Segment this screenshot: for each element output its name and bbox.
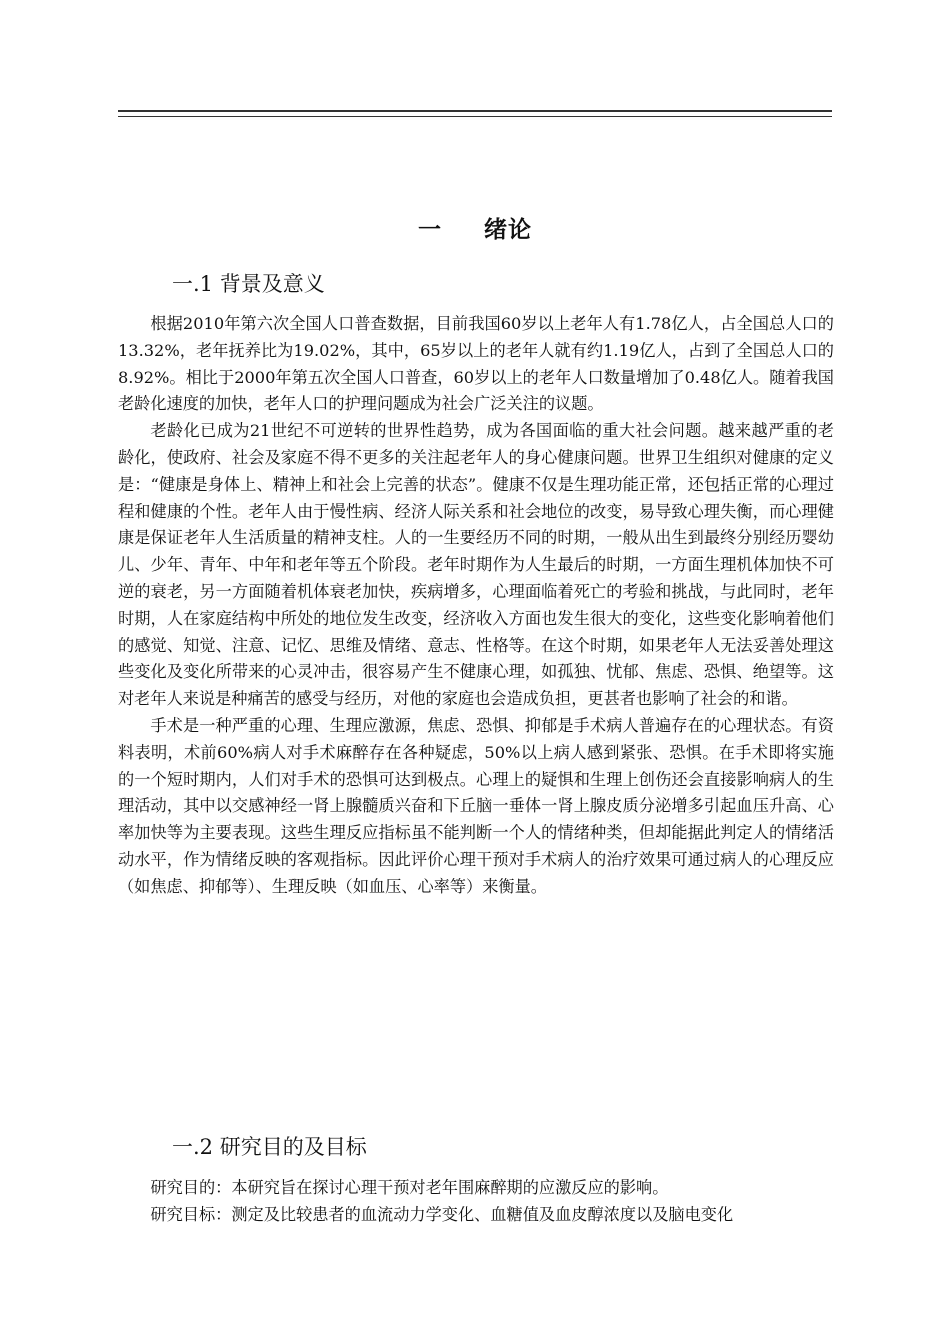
chapter-number: 一 — [418, 216, 442, 244]
chapter-title — [118, 211, 832, 244]
paragraph-census: 根据2010年第六次全国人口普查数据，目前我国60岁以上老年人有1.78亿人，占全国总人口的13.32%，老年抚养比为19.02%，其中，65岁以上的老年人就有约1.19亿人，占到了全国总人口的8.92%。相比于2000年第五次全国人口普查，60岁以上的老年人口数量增加了0.48亿人。随着我国老龄化速度的加快，老年人口的护理问题成为社会广泛关注的议题。 — [118, 314, 834, 414]
section-body-objectives — [118, 1175, 834, 1229]
paragraph-surgery-stress: 手术是一种严重的心理、生理应激源，焦虑、恐惧、抑郁是手术病人普遍存在的心理状态。有资料表明，术前60%病人对手术麻醉存在各种疑虑，50%以上病人感到紧张、恐惧。在手术即将实施的一个短时期内，人们对手术的恐惧可达到极点。心理上的疑惧和生理上创伤还会直接影响病人的生理活动，其中以交感神经一肾上腺髓质兴奋和下丘脑一垂体一肾上腺皮质分泌增多引起血压升高、心率加快等为主要表现。这些生理反应指标虽不能判断一个人的情绪种类，但却能据此判定人的情绪活动水平，作为情绪反映的客观指标。因此评价心理干预对手术病人的治疗效果可通过病人的心理反应（如焦虑、抑郁等）、生理反映（如血压、心率等）来衡量。 — [118, 715, 834, 896]
paragraph-aging: 老龄化已成为21世纪不可逆转的世界性趋势，成为各国面临的重大社会问题。越来越严重的老龄化，使政府、社会及家庭不得不更多的关注起老年人的身心健康问题。世界卫生组织对健康的定义是：“健康是身体上、精神上和社会上完善的状态”。健康不仅是生理功能正常，还包括正常的心理过程和健康的个性。老年人由于慢性病、经济人际关系和社会地位的改变，易导致心理失衡，而心理健康是保证老年人生活质量的精神支柱。人的一生要经历不同的时期，一般从出生到最终分别经历婴幼儿、少年、青年、中年和老年等五个阶段。老年时期作为人生最后的时期，一方面生理机体加快不可逆的衰老，另一方面随着机体衰老加快，疾病增多，心理面临着死亡的考验和挑战，与此同时，老年时期，人在家庭结构中所处的地位发生改变，经济收入方面也发生很大的变化，这些变化影响着他们的感觉、知觉、注意、记忆、思维及情绪、意志、性格等。在这个时期，如果老年人无法妥善处理这些变化及变化所带来的心灵冲击，很容易产生不健康心理，如孤独、忧郁、焦虑、恐惧、绝望等。这对老年人来说是种痛苦的感受与经历，对他的家庭也会造成负担，更甚者也影响了社会的和谐。 — [118, 421, 834, 709]
paragraph-research-goal: 研究目标：测定及比较患者的血流动力学变化、血糖值及血皮醇浓度以及脑电变化 — [150, 1204, 734, 1224]
paragraph-research-purpose: 研究目的：本研究旨在探讨心理干预对老年围麻醉期的应激反应的影响。 — [150, 1178, 669, 1197]
section-heading-background: 一.1 背景及意义 — [172, 272, 325, 296]
section-heading-objectives: 一.2 研究目的及目标 — [172, 1135, 367, 1159]
chapter-name: 绪论 — [484, 216, 532, 244]
header-rule — [118, 110, 832, 117]
section-body-background — [118, 311, 834, 901]
